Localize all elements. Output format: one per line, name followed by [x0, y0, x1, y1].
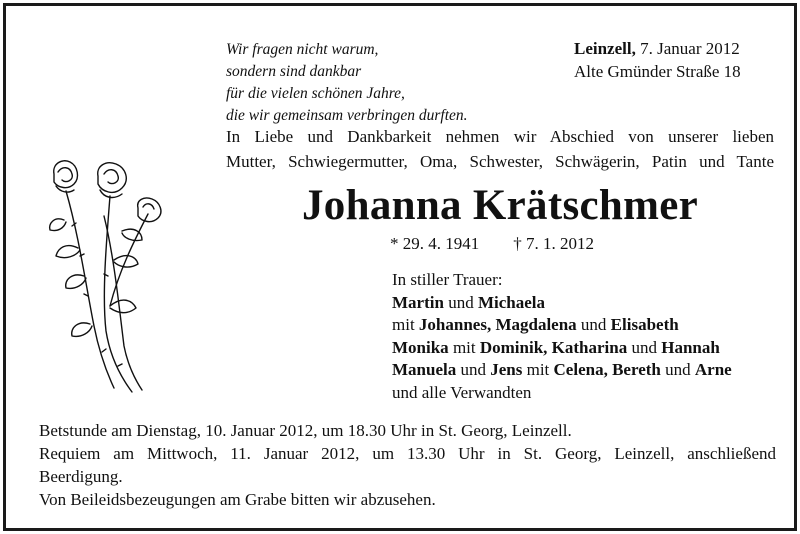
mourners-heading: In stiller Trauer:	[392, 270, 503, 289]
mourner-name: Arne	[694, 360, 732, 379]
birth-date: * 29. 4. 1941	[390, 234, 480, 253]
intro-line: Mutter, Schwiegermutter, Oma, Schwester, Schwägerin, Patin und Tante	[226, 152, 774, 171]
poem-line: Wir fragen nicht warum,	[226, 41, 379, 58]
mourners-line	[392, 292, 732, 315]
mourners-line	[392, 314, 732, 337]
mourners-relatives: und alle Verwandten	[392, 382, 532, 402]
connector: mit	[522, 360, 554, 379]
city-date-line	[574, 37, 741, 60]
mourners-list	[392, 269, 732, 404]
mourner-name: Manuela	[392, 360, 457, 379]
connector: mit	[448, 337, 480, 357]
mourner-name: Dominik, Katharina	[479, 337, 628, 357]
mourner-name: Johannes, Magdalena	[418, 315, 577, 334]
mourner-name: Elisabeth	[610, 315, 679, 334]
connector: und	[456, 360, 491, 379]
intro-line: In Liebe und Dankbarkeit nehmen wir Abschied von unserer lieben	[226, 127, 774, 146]
mourner-name: Hannah	[661, 337, 720, 357]
prayer-service-line: Betstunde am Dienstag, 10. Januar 2012, um 18.30 Uhr in St. Georg, Leinzell.	[39, 421, 572, 440]
connector: und	[627, 337, 662, 357]
date: 7. Januar 2012	[635, 39, 740, 58]
intro-text	[226, 124, 774, 174]
mourner-name: Michaela	[477, 292, 545, 312]
mourner-name: Jens	[490, 360, 523, 379]
mourner-name: Monika	[392, 337, 449, 357]
mourner-name: Celena, Bereth	[553, 360, 661, 379]
obituary-notice	[3, 3, 797, 531]
poem-line: sondern sind dankbar	[226, 63, 362, 80]
requiem-line: Requiem am Mittwoch, 11. Januar 2012, um 13.30 Uhr in St. Georg, Leinzell, anschließend	[39, 444, 776, 463]
connector: mit	[392, 315, 419, 334]
poem-line: für die vielen schönen Jahre,	[226, 85, 405, 102]
connector: und	[576, 315, 611, 334]
city: Leinzell,	[574, 39, 636, 58]
connector: und	[660, 360, 695, 379]
street-address: Alte Gmünder Straße 18	[574, 62, 741, 81]
deceased-name: Johanna Krätschmer	[302, 182, 698, 229]
mourners-line	[392, 337, 732, 360]
place-and-date	[574, 37, 741, 83]
poem	[226, 39, 468, 127]
death-date: † 7. 1. 2012	[513, 234, 594, 253]
condolence-note: Von Beileidsbezeugungen am Grabe bitten wir abzusehen.	[39, 490, 436, 509]
service-info	[39, 419, 776, 511]
poem-line: die wir gemeinsam verbringen durften.	[226, 107, 468, 124]
mourner-name: Martin	[392, 292, 444, 312]
burial-line: Beerdigung.	[39, 467, 123, 486]
rose-bouquet-icon	[44, 156, 174, 396]
mourners-line	[392, 359, 732, 382]
life-dates	[390, 233, 594, 255]
connector: und	[443, 292, 478, 312]
